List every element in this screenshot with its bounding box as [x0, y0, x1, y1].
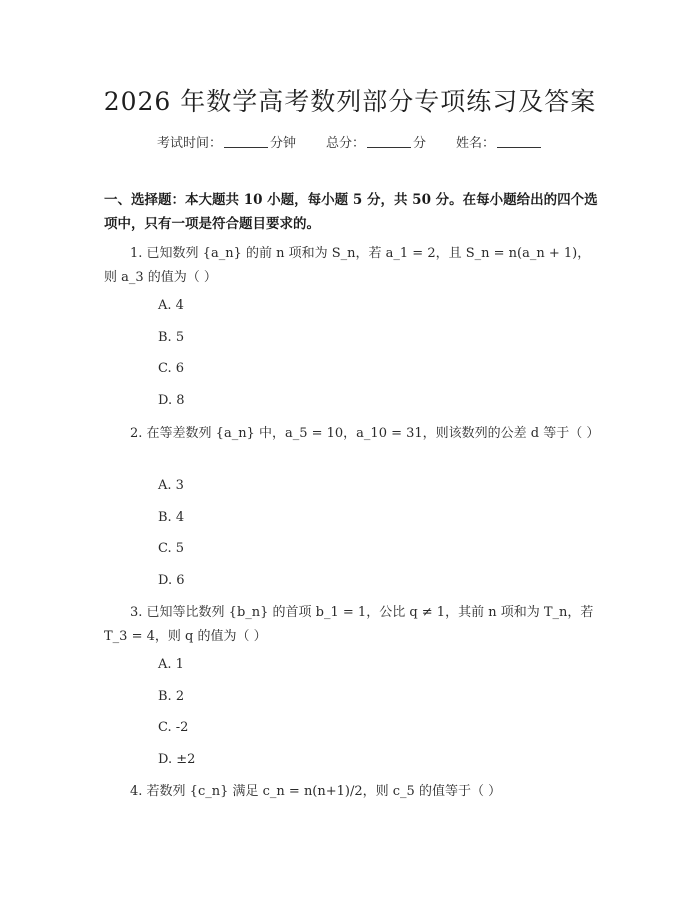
q1-option-d: D. 8: [158, 393, 185, 408]
q1-option-a: A. 4: [158, 298, 184, 313]
question-4: 4. 若数列 {c_n} 满足 c_n = n(n+1)/2，则 c_5 的值等于（ ）: [130, 784, 502, 799]
time-unit: 分钟: [269, 136, 296, 151]
q1-option-b: B. 5: [158, 330, 185, 345]
score-blank: [367, 135, 411, 148]
q3-option-a: A. 1: [158, 657, 184, 672]
question-3: 3. 已知等比数列 {b_n} 的首项 b_1 = 1，公比 q ≠ 1，其前 n 项和为 T_n，若 T_3 = 4，则 q 的值为（ ）: [104, 605, 594, 644]
q3-option-d: D. ±2: [158, 752, 196, 767]
name-label: 姓名：: [456, 136, 496, 151]
q2-option-c: C. 5: [158, 541, 185, 556]
exam-info-line: [0, 132, 700, 151]
name-blank: [497, 135, 541, 148]
q2-option-a: A. 3: [158, 478, 184, 493]
q3-option-c: C. -2: [158, 720, 189, 735]
page-title: 2026 年数学高考数列部分专项练习及答案: [103, 87, 597, 116]
q3-option-b: B. 2: [158, 689, 185, 704]
time-blank: [224, 135, 268, 148]
q1-option-c: C. 6: [158, 361, 185, 376]
score-label: 总分：: [325, 136, 365, 151]
q2-option-b: B. 4: [158, 510, 185, 525]
score-unit: 分: [413, 136, 427, 151]
question-1: 1. 已知数列 {a_n} 的前 n 项和为 S_n，若 a_1 = 2，且 S_n = n(a_n + 1)，则 a_3 的值为（ ）: [104, 246, 591, 285]
q2-option-d: D. 6: [158, 573, 185, 588]
time-label: 考试时间：: [156, 136, 222, 151]
question-2: 2. 在等差数列 {a_n} 中，a_5 = 10，a_10 = 31，则该数列的公差 d 等于（ ）: [130, 426, 600, 441]
section-heading: 一、选择题：本大题共 10 小题，每小题 5 分，共 50 分。在每小题给出的四个选项中，只有一项是符合题目要求的。: [104, 192, 598, 232]
